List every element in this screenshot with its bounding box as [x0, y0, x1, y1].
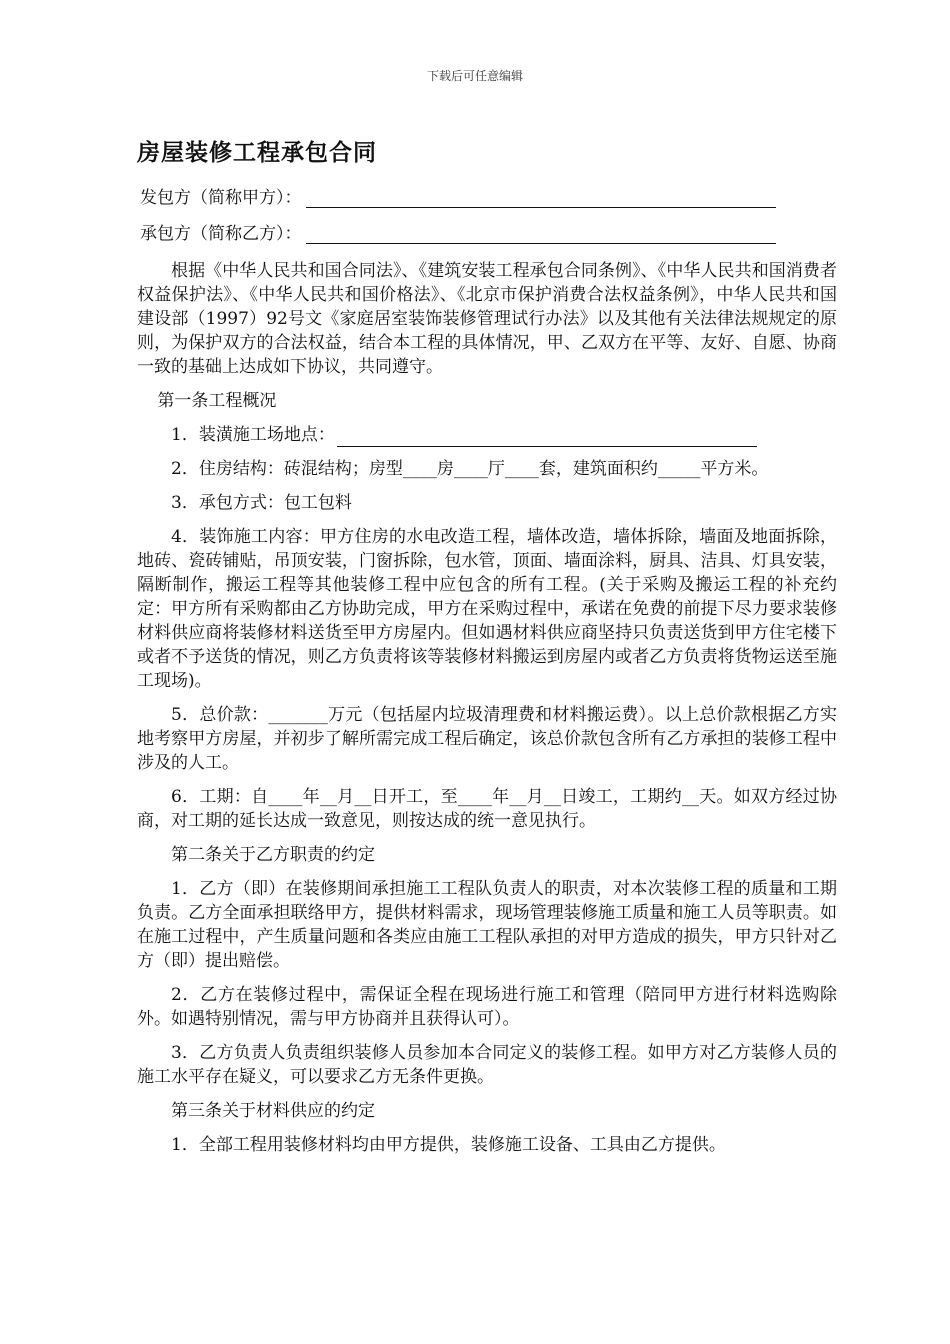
document-title: 房屋装修工程承包合同	[137, 140, 377, 166]
party-a-label: 发包方（简称甲方）：	[140, 188, 302, 208]
article3-item1: 1．全部工程用装修材料均由甲方提供，装修施工设备、工具由乙方提供。	[171, 1135, 726, 1155]
article1-item5: 5．总价款：_______万元（包括屋内垃圾清理费和材料搬运费）。以上总价款根据乙方实地考察甲方房屋，并初步了解所需完成工程后确定，该总价款包含所有乙方承担的装修工程中涉及的人工。	[137, 705, 837, 773]
article2-item3: 3．乙方负责人负责组织装修人员参加本合同定义的装修工程。如甲方对乙方装修人员的施工水平存在疑义，可以要求乙方无条件更换。	[137, 1043, 837, 1087]
header-note: 下载后可任意编辑	[426, 69, 523, 83]
site-location-label: 1．装潢施工场地点：	[171, 425, 335, 445]
party-b-label: 承包方（简称乙方）：	[140, 224, 302, 244]
article1-heading: 第一条工程概况	[157, 391, 277, 411]
article2-item2: 2．乙方在装修过程中，需保证全程在现场进行施工和管理（陪同甲方进行材料选购除外。如遇特别情况，需与甲方协商并且获得认可）。	[137, 985, 837, 1029]
article1-item2: 2．住房结构：砖混结构；房型____房____厅____套，建筑面积约_____平方米。	[171, 459, 769, 479]
article3-heading: 第三条关于材料供应的约定	[171, 1101, 375, 1121]
party-b-blank[interactable]	[306, 225, 776, 244]
article2-heading: 第二条关于乙方职责的约定	[171, 845, 375, 865]
article1-item3: 3．承包方式：包工包料	[171, 493, 352, 513]
party-b-line	[140, 219, 776, 244]
article1-item1	[137, 423, 837, 447]
article1-item6: 6．工期：自____年__月__日开工，至____年__月__日竣工，工期约__天。如双方经过协商，对工期的延长达成一致意见，则按达成的统一意见执行。	[137, 787, 837, 831]
preamble-paragraph: 根据《中华人民共和国合同法》、《建筑安装工程承包合同条例》、《中华人民共和国消费者权益保护法》、《中华人民共和国价格法》、《北京市保护消费合法权益条例》，中华人民共和国建设部（1997）92号文《家庭居室装饰装修管理试行办法》以及其他有关法律法规规定的原则，为保护双方的合法权益，结合本工程的具体情况，甲、乙双方在平等、友好、自愿、协商一致的基础上达成如下协议，共同遵守。	[137, 261, 837, 377]
party-a-line	[140, 183, 776, 208]
party-a-blank[interactable]	[306, 189, 776, 208]
article1-item4: 4．装饰施工内容：甲方住房的水电改造工程，墙体改造，墙体拆除，墙面及地面拆除，地砖、瓷砖铺贴，吊顶安装，门窗拆除，包水管，顶面、墙面涂料，厨具、洁具、灯具安装，隔断制作，搬运工程等其他装修工程中应包含的所有工程。(关于采购及搬运工程的补充约定：甲方所有采购都由乙方协助完成，甲方在采购过程中，承诺在免费的前提下尽力要求装修材料供应商将装修材料送货至甲方房屋内。但如遇材料供应商坚持只负责送货到甲方住宅楼下或者不予送货的情况，则乙方负责将该等装修材料搬运到房屋内或者乙方负责将货物运送至施工现场)。	[137, 527, 837, 691]
article2-item1: 1．乙方（即）在装修期间承担施工工程队负责人的职责，对本次装修工程的质量和工期负责。乙方全面承担联络甲方，提供材料需求，现场管理装修施工质量和施工人员等职责。如在施工过程中，产生质量问题和各类应由施工工程队承担的对甲方造成的损失，甲方只针对乙方（即）提出赔偿。	[137, 879, 837, 971]
contract-body	[137, 259, 837, 1167]
site-location-blank[interactable]	[337, 428, 757, 447]
